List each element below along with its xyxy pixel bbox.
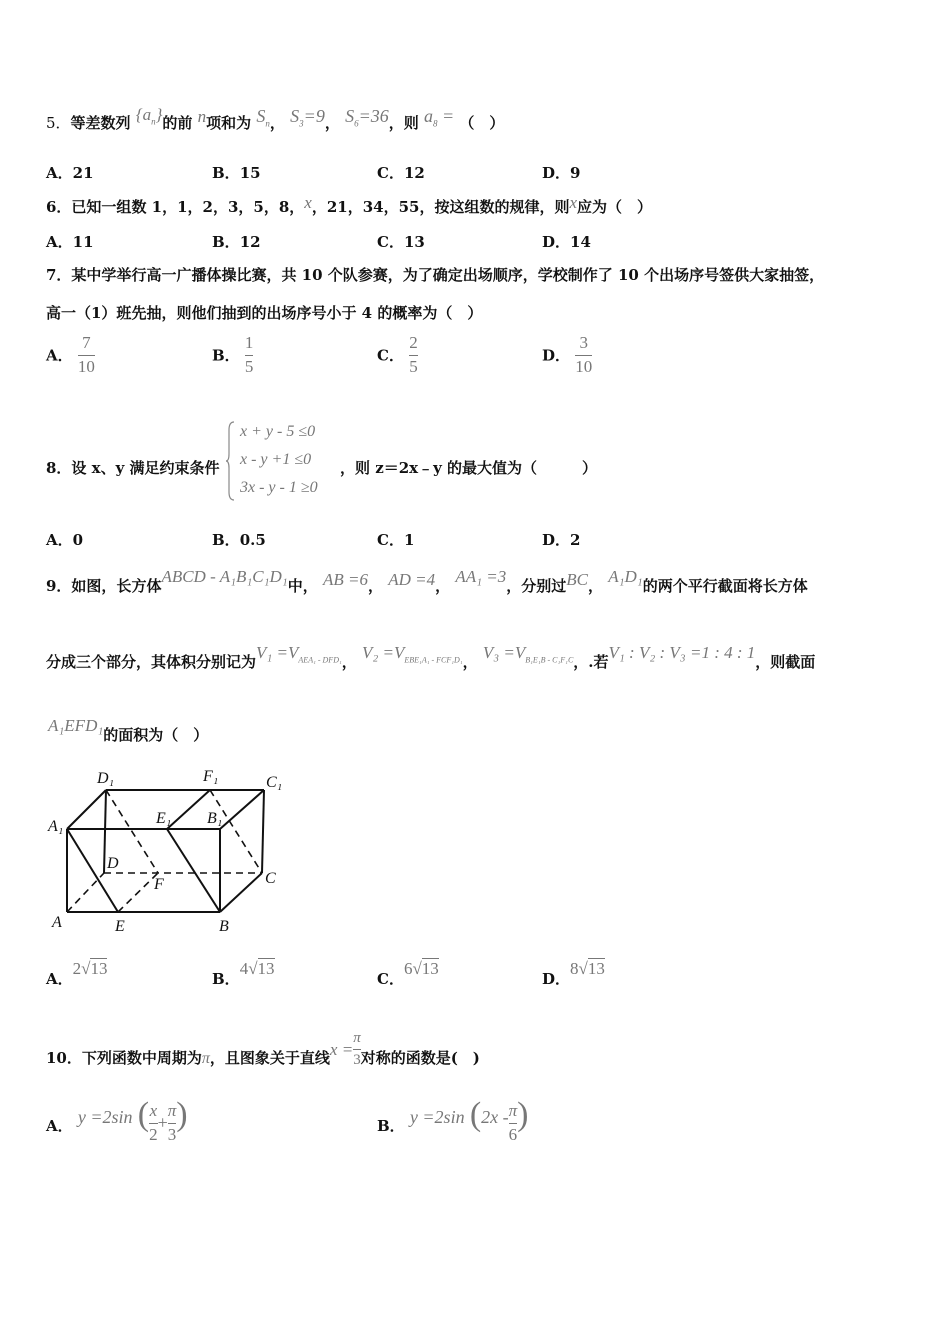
label-a: A <box>52 914 62 931</box>
edge-d1-d <box>104 790 106 873</box>
q9-line2: 分成三个部分，其体积分别记为$V_1 =V_{AEA_1 - DFD_1}$， $V_2 =V_{EBE_1A_1 - FCF_1D_1}$， $V_3 =V_{B_1E_1B - C_1F_1C}$，.若V₁ : V₂ : V₃ =1 : 4 : 1，则截面 <box>46 643 816 671</box>
q8-stem: 8．设 x、y 满足约束条件 <box>46 459 220 477</box>
q8-constraint-2: x - y +1 ≤0 <box>240 451 312 468</box>
edge-e1-b <box>167 829 220 912</box>
q7-option-d[interactable]: D． $\frac{3}{10}$ <box>542 333 593 376</box>
q10-stem: 10．下列函数中周期为π，且图象关于直线x = $\frac{\pi}{3}$ 对称的函数是( ) <box>46 1030 480 1068</box>
label-d1: D₁ <box>97 770 115 787</box>
q8-option-a[interactable]: A．0 <box>46 531 84 549</box>
q8-option-d[interactable]: D．2 <box>542 531 581 549</box>
q9-option-a[interactable]: A．2√13 <box>46 959 108 988</box>
q6-option-c[interactable]: C．13 <box>377 233 425 251</box>
q8-brace <box>226 420 236 502</box>
label-e: E <box>115 918 125 935</box>
label-c1: C₁ <box>266 774 283 791</box>
q7-stem-line1: 7．某中学举行高一广播体操比赛，共 10 个队参赛，为了确定出场顺序，学校制作了 10 个出场序号签供大家抽签， <box>46 266 825 284</box>
label-f: F <box>154 876 164 893</box>
q7-stem-line2: 高一（1）班先抽，则他们抽到的出场序号小于 4 的概率为（ ） <box>46 304 483 322</box>
q8-constraints <box>240 418 318 502</box>
q7-option-a[interactable]: A． $\frac{7}{10}$ <box>46 333 95 376</box>
label-b: B <box>219 918 229 935</box>
label-c: C <box>265 870 276 887</box>
q8-option-b[interactable]: B．0.5 <box>212 531 266 549</box>
q9-cuboid-figure <box>40 765 300 940</box>
edge-e1-f1 <box>167 790 210 829</box>
q6-option-a[interactable]: A．11 <box>46 233 94 251</box>
q8-stem-end: ，则 z＝2x﹣y 的最大值为（ ） <box>340 459 598 477</box>
q8-constraint-3: 3x - y - 1 ≥0 <box>240 479 318 496</box>
edge-f1-c <box>210 790 262 873</box>
edge-a1-d1 <box>67 790 106 829</box>
label-d: D <box>107 855 119 872</box>
q5-option-b[interactable]: B．15 <box>212 164 261 182</box>
q9-option-d[interactable]: D．8√13 <box>542 959 605 988</box>
label-e1: E₁ <box>156 810 172 827</box>
q10-option-b[interactable]: B． y =2sin (2x - $\frac{\pi}{6}$ ) <box>377 1096 529 1144</box>
label-a1: A₁ <box>48 818 64 835</box>
q5-option-d[interactable]: D．9 <box>542 164 581 182</box>
q9-line3: A₁EFD₁的面积为（ ） <box>48 716 209 744</box>
q7-option-b[interactable]: B． $\frac{1}{5}$ <box>212 333 254 376</box>
q9-line1: 9．如图，长方体ABCD - A₁B₁C₁D₁中， AB =6， AD =4， AA₁ =3，分别过BC， A₁D₁的两个平行截面将长方体 <box>46 567 808 595</box>
q10-option-a[interactable]: A． y =2sin ( $\frac{x}{2}$ + $\frac{\pi}{3}$ ) <box>46 1096 188 1144</box>
q9-option-b[interactable]: B．4√13 <box>212 959 275 988</box>
q6-stem: 6．已知一组数 1，1，2，3，5，8，x，21，34，55，按这组数的规律，则x应为（ ） <box>46 193 653 216</box>
edge-b1-c1 <box>220 790 264 829</box>
q8-constraint-1: x + y - 5 ≤0 <box>240 423 316 440</box>
q5-stem: 5．等差数列 $\{a_n\}$的前 n项和为 $S_n$， $S_3=9$， $S_6=36$，则 $a_8$ = （ ） <box>46 105 505 132</box>
q5-option-a[interactable]: A．21 <box>46 164 94 182</box>
label-b1: B₁ <box>207 810 223 827</box>
q5-option-c[interactable]: C．12 <box>377 164 425 182</box>
edge-c-c1 <box>262 790 264 873</box>
q6-option-b[interactable]: B．12 <box>212 233 261 251</box>
edge-e-f <box>118 873 158 912</box>
q6-option-d[interactable]: D．14 <box>542 233 591 251</box>
label-f1: F₁ <box>203 768 219 785</box>
q9-option-c[interactable]: C．6√13 <box>377 959 439 988</box>
q7-option-c[interactable]: C． $\frac{2}{5}$ <box>377 333 418 376</box>
q8-option-c[interactable]: C．1 <box>377 531 415 549</box>
edge-b-c <box>220 873 262 912</box>
